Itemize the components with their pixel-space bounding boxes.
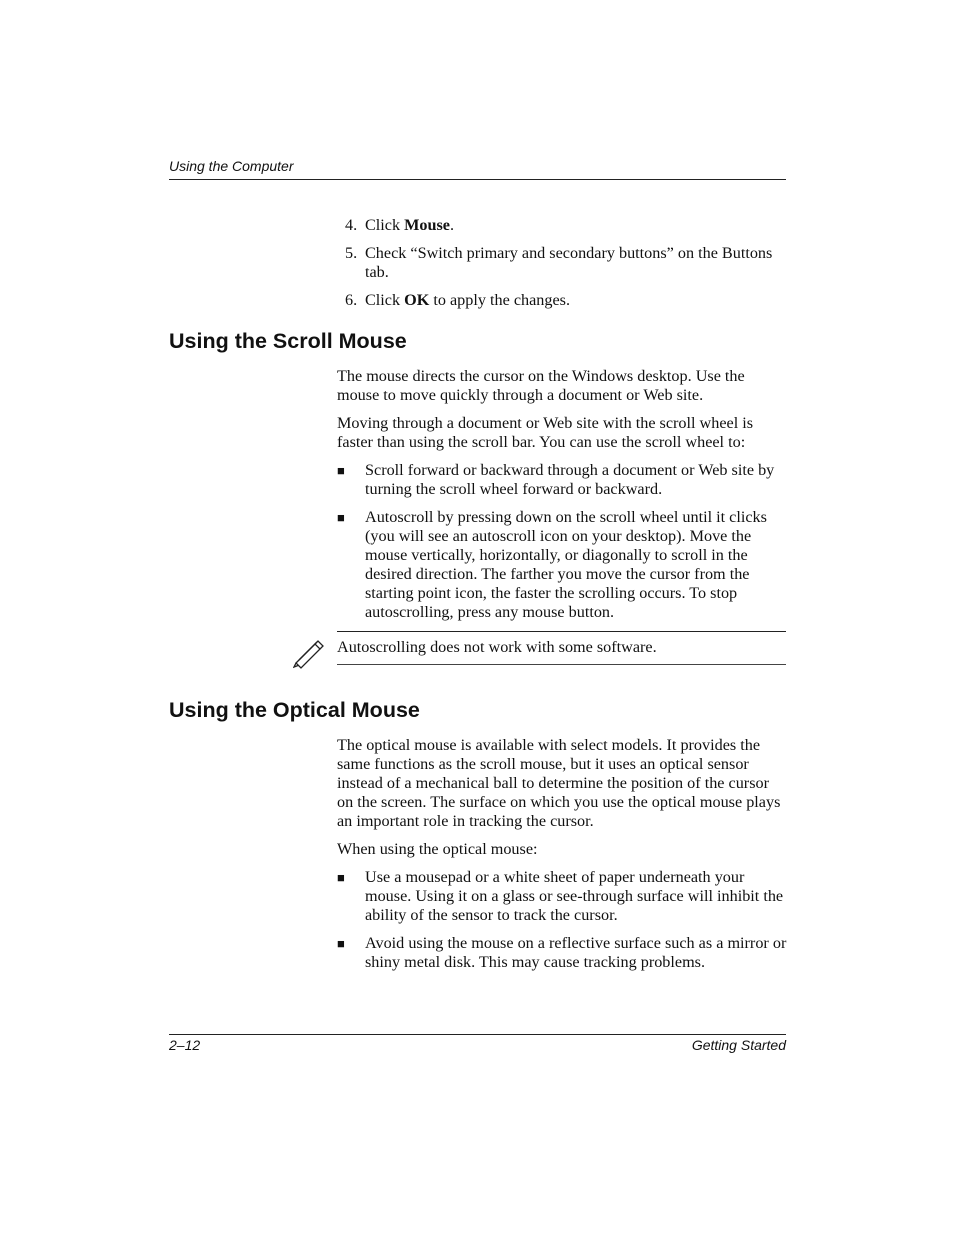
step-text: Click OK to apply the changes. (365, 291, 571, 309)
footer-book-title: Getting Started (691, 1037, 786, 1053)
bullet-square-icon: ■ (337, 870, 345, 885)
page-number: 2–12 (169, 1037, 201, 1053)
step-number: 4. (345, 216, 358, 234)
step-bold-term: Mouse (404, 216, 450, 234)
step-bold-term: OK (404, 291, 430, 309)
bullet-item (337, 868, 787, 925)
note-top-rule (337, 631, 786, 632)
bullet-text: Use a mousepad or a white sheet of paper underneath your mouse. Using it on a glass or see-through surface will inhibit the ability of the sensor to track the cursor. (365, 868, 784, 924)
note-bottom-rule (337, 664, 786, 665)
steps-list (345, 216, 785, 319)
bullet-item (337, 461, 787, 499)
bullet-square-icon: ■ (337, 463, 345, 478)
bullet-item (337, 508, 787, 622)
step-item (345, 291, 785, 310)
bullet-item (337, 934, 787, 972)
section-heading-optical-mouse: Using the Optical Mouse (169, 698, 420, 722)
optical-mouse-body (337, 736, 787, 981)
footer-rule (169, 1034, 786, 1035)
bullet-text: Autoscroll by pressing down on the scroll wheel until it clicks (you will see an autoscroll icon on your desktop). Move the mouse vertically, horizontally, or diagonally to scroll in the desired direction. The farther you move the cursor from the starting point icon, the faster the scrolling occurs. To stop autoscrolling, press any mouse button. (365, 508, 767, 621)
bullet-text: Scroll forward or backward through a document or Web site by turning the scroll wheel forward or backward. (365, 461, 775, 498)
step-number: 5. (345, 244, 358, 262)
section-heading-scroll-mouse: Using the Scroll Mouse (169, 329, 407, 353)
bullet-square-icon: ■ (337, 510, 345, 525)
step-text: Check “Switch primary and secondary buttons” on the Buttons tab. (365, 244, 773, 281)
pencil-note-icon (293, 639, 327, 671)
scroll-mouse-body (337, 367, 787, 631)
bullet-square-icon: ■ (337, 936, 345, 951)
paragraph: The optical mouse is available with select models. It provides the same functions as the scroll mouse, but it uses an optical sensor instead of a mechanical ball to determine the position of the cursor on the screen. The surface on which you use the optical mouse plays an important role in tracking the cursor. (337, 736, 781, 830)
step-item (345, 244, 785, 282)
running-header: Using the Computer (169, 158, 294, 174)
step-number: 6. (345, 291, 358, 309)
paragraph: The mouse directs the cursor on the Windows desktop. Use the mouse to move quickly through a document or Web site. (337, 367, 745, 404)
paragraph: When using the optical mouse: (337, 840, 538, 858)
paragraph: Moving through a document or Web site with the scroll wheel is faster than using the scroll bar. You can use the scroll wheel to: (337, 414, 754, 451)
bullet-text: Avoid using the mouse on a reflective surface such as a mirror or shiny metal disk. This may cause tracking problems. (365, 934, 787, 971)
note-text: Autoscrolling does not work with some software. (337, 638, 657, 656)
step-text: Click Mouse. (365, 216, 455, 234)
header-rule (169, 179, 786, 180)
step-item (345, 216, 785, 235)
